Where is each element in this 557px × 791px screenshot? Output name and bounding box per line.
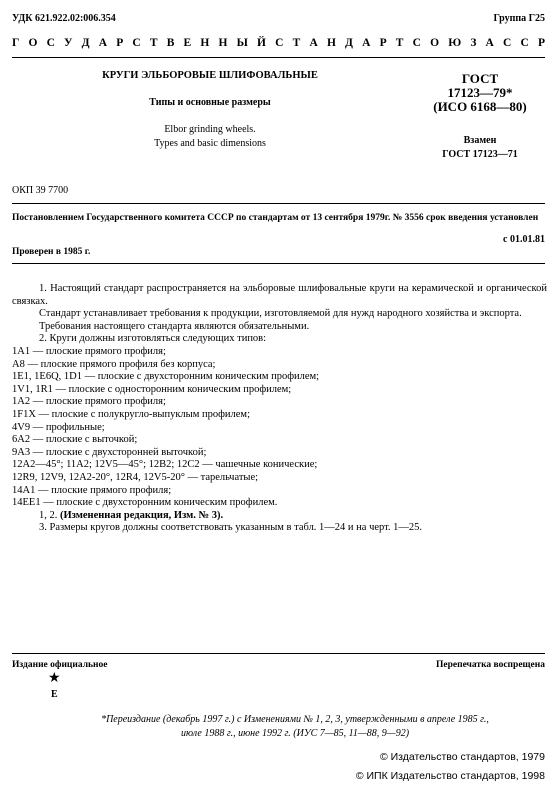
replace-label: Взамен [463,135,497,146]
body-paragraph: 14ЕЕ1 — плоские с двухсторонним коническим профилем. [12,497,278,509]
decree-rule [12,263,545,264]
reprint-prohibited: Перепечатка воспрещена [435,660,545,670]
official-edition: Издание официальное [12,660,108,670]
body-paragraph: 6А2 — плоские с выточкой; [12,434,138,446]
document-title-ru: КРУГИ ЭЛЬБОРОВЫЕ ШЛИФОВАЛЬНЫЕ [102,70,318,81]
body-paragraph: 9А3 — плоские с двухсторонней выточкой; [12,446,207,458]
replace-number: ГОСТ 17123—71 [442,149,518,160]
body-paragraph: 4V9 — профильные; [12,421,105,433]
title-en-line-1: Elbor grinding wheels. [164,124,256,135]
body-paragraph: 2. Круги должны изготовляться следующих типов: [39,333,267,345]
star-icon: ★ [48,671,61,686]
okp-rule [12,203,545,204]
header-rule [12,57,545,58]
gost-number: 17123—79* [447,85,513,100]
e-mark: Е [51,689,58,700]
body-paragraph: 12R9, 12V9, 12А2-20°, 12R4, 12V5-20° — тарельчатые; [12,471,259,483]
document-subtitle-ru: Типы и основные размеры [149,97,271,108]
decree-text: Постановлением Государственного комитета СССР по стандартам от 13 сентября 1979г. № 3556 срок введения установлен [12,213,539,223]
body-paragraph: А8 — плоские прямого профиля без корпуса; [12,358,216,370]
body-paragraph: 1F1X — плоские с полукругло-выпуклым профилем; [12,408,250,420]
gost-iso: (ИСО 6168—80) [433,99,527,114]
paragraph-ref: 1, 2. [39,509,60,521]
body-paragraph: 12А2—45°; 11А2; 12V5—45°; 12В2; 12С2 — чашечные конические; [12,459,318,471]
udk-code: УДК 621.922.02:006.354 [12,13,116,24]
checked-note: Проверен в 1985 г. [12,247,91,257]
okp-code: ОКП 39 7700 [12,185,69,196]
copyright-1998: © ИПК Издательство стандартов, 1998 [355,770,545,782]
gost-designation [410,72,550,114]
group-code: Группа Г25 [493,13,545,24]
body-paragraph: 1V1, 1R1 — плоские с односторонним коническим профилем; [12,383,292,395]
body-paragraph: 1Е1, 1Е6Q, 1D1 — плоские с двухсторонним коническим профилем; [12,371,320,383]
body-paragraph: Требования настоящего стандарта являются обязательными. [39,320,310,332]
body-paragraph: 1, 2. (Измененная редакция, Изм. № 3). [39,509,224,521]
body-paragraph: 14А1 — плоские прямого профиля; [12,484,172,496]
title-en-line-2: Types and basic dimensions [154,138,266,149]
body-paragraph: Стандарт устанавливает требования к продукции, изготовляемой для нужд народного хозяйства и экспорта. [39,308,522,320]
copyright-1979: © Издательство стандартов, 1979 [379,751,545,763]
gost-label: ГОСТ [461,71,499,86]
body-paragraph: 1А2 — плоские прямого профиля; [12,396,166,408]
reissue-line-1: *Переиздание (декабрь 1997 г.) с Изменениями № 1, 2, 3, утвержденными в апреле 1985 г., [101,714,489,725]
body-paragraph: 1А1 — плоские прямого профиля; [12,345,166,357]
decree-date: с 01.01.81 [503,234,545,245]
document-title-en [50,123,370,151]
state-standard-heading: Г О С У Д А Р С Т В Е Н Н Ы Й С Т А Н Д А Р Т С О Ю З А С С Р [12,37,545,49]
body-paragraph: 1. Настоящий стандарт распространяется на эльборовые шлифовальные круги на керамической и органической связках. [12,283,547,307]
footer-rule [12,653,545,654]
body-paragraph: 3. Размеры кругов должны соответствовать указанным в табл. 1—24 и на черт. 1—25. [39,522,423,534]
body-text [12,283,547,535]
replaces-block [410,134,550,162]
reissue-line-2: июле 1988 г., июне 1992 г. (ИУС 7—85, 11—88, 9—92) [180,728,410,739]
reissue-note [60,713,530,741]
